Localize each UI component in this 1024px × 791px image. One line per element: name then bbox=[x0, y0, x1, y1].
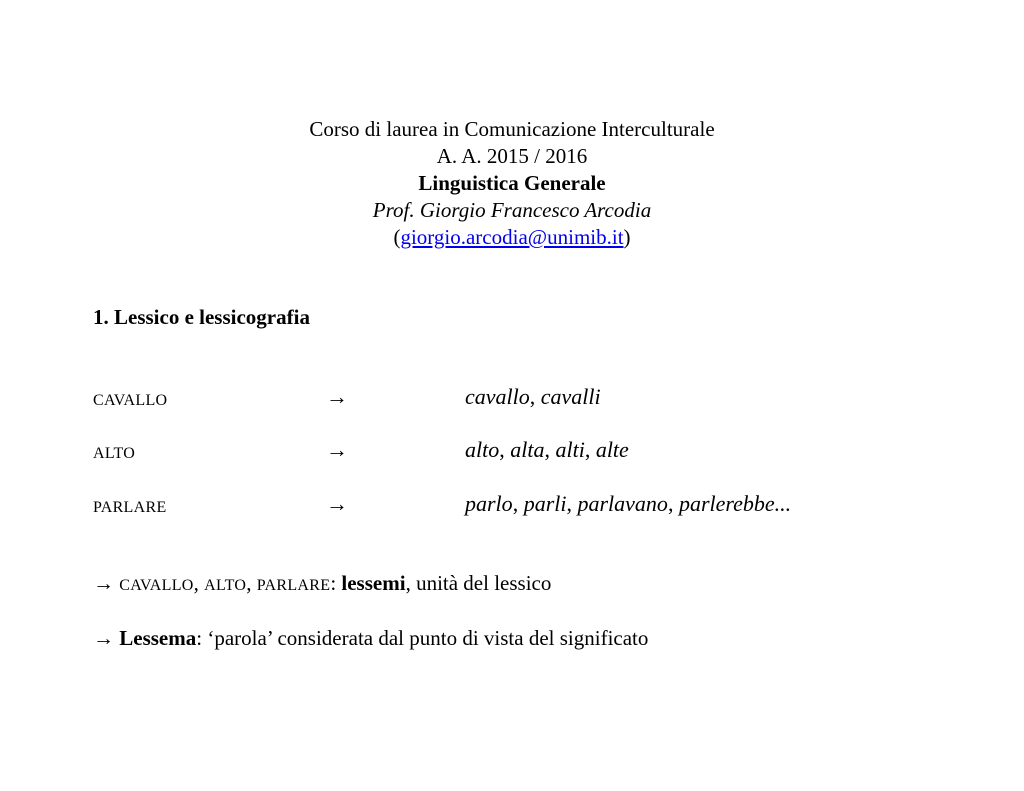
section-title: 1. Lessico e lessicografia bbox=[93, 305, 310, 329]
email-line bbox=[0, 224, 1024, 251]
professor-name: Prof. Giorgio Francesco Arcodia bbox=[372, 198, 652, 222]
lexeme-forms: alto, alta, alti, alte bbox=[465, 437, 629, 462]
lemma-ref: PARLARE bbox=[256, 577, 331, 594]
term-lessemi: lessemi bbox=[341, 571, 406, 595]
lexeme-forms: parlo, parli, parlavano, parlerebbe... bbox=[465, 491, 792, 516]
course-name: Corso di laurea in Comunicazione Interculturale bbox=[309, 117, 715, 141]
word-form: alto bbox=[465, 437, 500, 462]
ellipsis: ... bbox=[774, 491, 792, 516]
academic-year: A. A. 2015 / 2016 bbox=[436, 144, 588, 168]
separator: : bbox=[330, 571, 342, 595]
lexeme-row-alto bbox=[0, 437, 1024, 467]
document-header bbox=[0, 116, 1024, 251]
note-text: , unità del lessico bbox=[405, 571, 552, 595]
lexeme-forms: cavallo, cavalli bbox=[465, 384, 601, 409]
subject-title: Linguistica Generale bbox=[418, 171, 606, 195]
word-form: parlo bbox=[465, 491, 513, 516]
word-form: parli bbox=[523, 491, 567, 516]
word-form: alta bbox=[510, 437, 545, 462]
lexeme-lemma: ALTO bbox=[93, 445, 136, 462]
right-arrow-icon: → bbox=[326, 384, 348, 409]
separator: , bbox=[193, 571, 205, 595]
word-form: cavalli bbox=[540, 384, 601, 409]
lexemes-note bbox=[93, 571, 551, 596]
email-link[interactable]: giorgio.arcodia@unimib.it bbox=[400, 225, 624, 249]
word-form: parlerebbe bbox=[678, 491, 775, 516]
lexeme-row-parlare bbox=[0, 491, 1024, 521]
lessema-definition bbox=[93, 626, 648, 651]
right-arrow-icon: → bbox=[93, 571, 114, 595]
word-form: alte bbox=[595, 437, 629, 462]
right-arrow-icon: → bbox=[326, 437, 348, 462]
lexeme-lemma: PARLARE bbox=[93, 499, 167, 516]
word-form: cavallo bbox=[465, 384, 530, 409]
word-form: alti bbox=[555, 437, 585, 462]
word-form: parlavano bbox=[577, 491, 668, 516]
term-lessema: Lessema bbox=[119, 626, 197, 650]
right-arrow-icon: → bbox=[326, 491, 348, 516]
definition-text: : ‘parola’ considerata dal punto di vista del significato bbox=[196, 626, 649, 650]
lemma-ref: CAVALLO bbox=[119, 577, 194, 594]
lexeme-row-cavallo bbox=[0, 384, 1024, 414]
right-arrow-icon: → bbox=[93, 626, 114, 650]
separator: , bbox=[246, 571, 257, 595]
lemma-ref: ALTO bbox=[204, 577, 247, 594]
lexeme-lemma: CAVALLO bbox=[93, 392, 168, 409]
email-close-paren: ) bbox=[623, 225, 631, 249]
email-open-paren: ( bbox=[393, 225, 401, 249]
